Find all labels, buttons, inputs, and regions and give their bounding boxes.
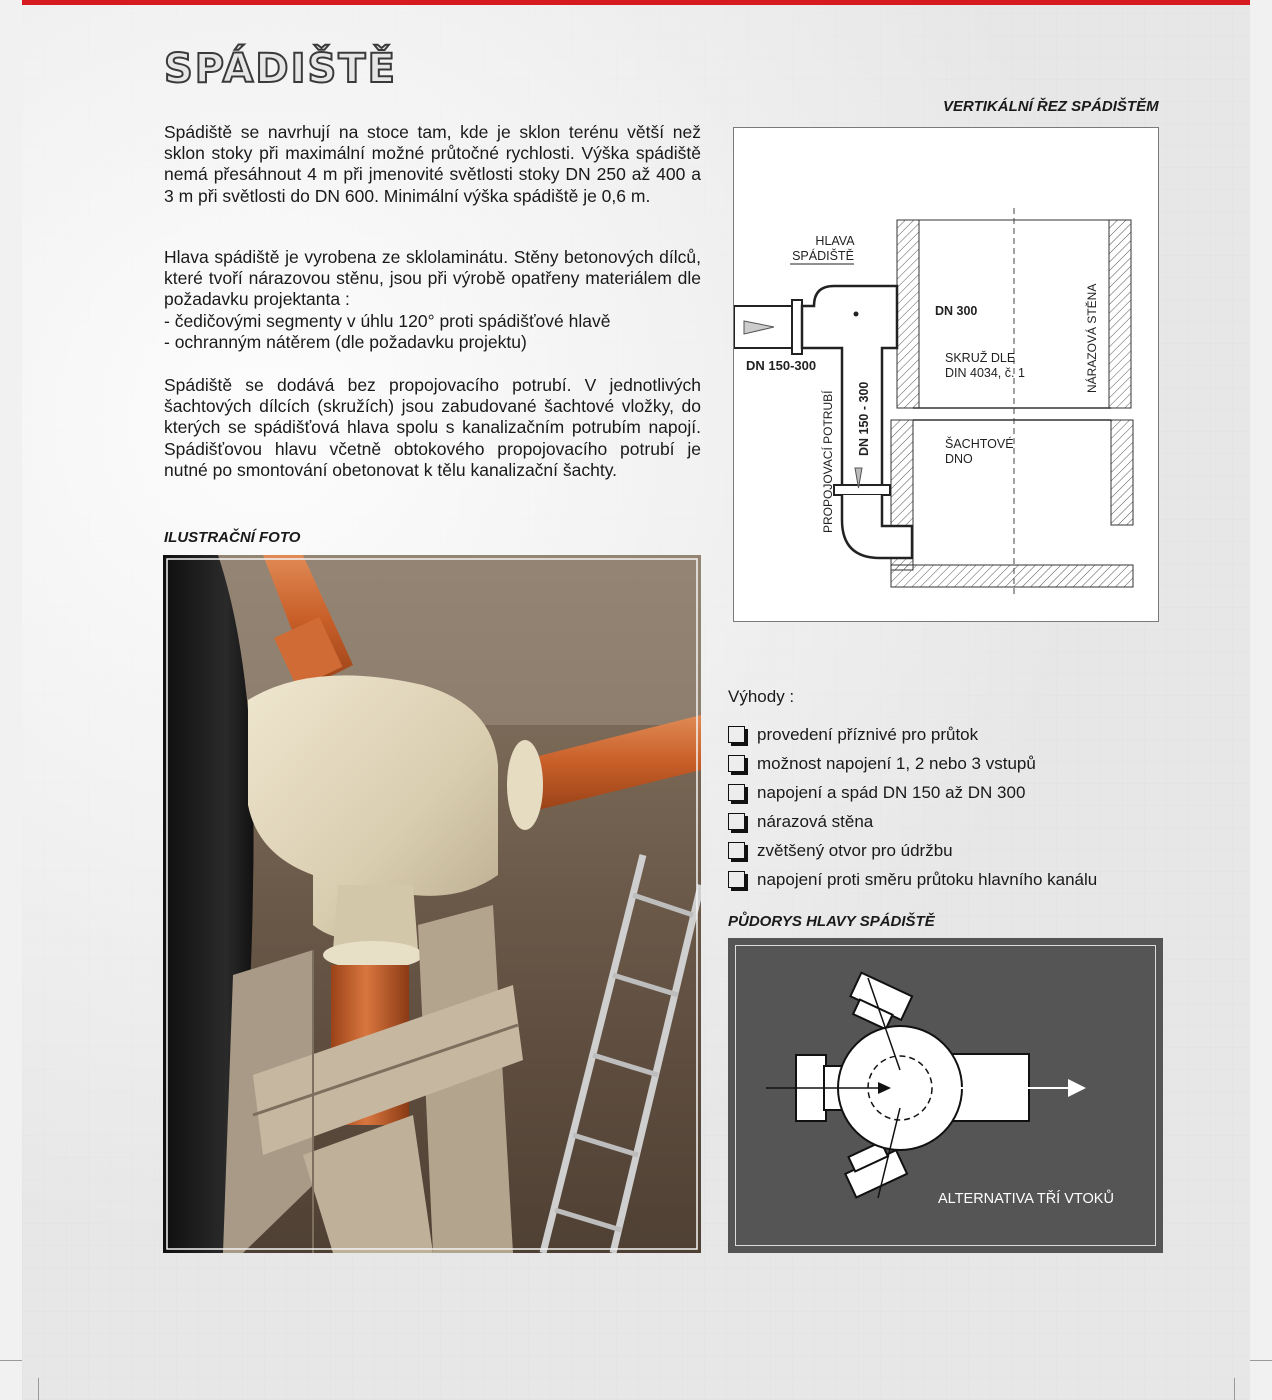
label-head-line1: HLAVA [815,234,855,248]
benefit-text: zvětšený otvor pro údržbu [757,840,953,860]
paragraph-delivery: Spádiště se dodává bez propojovacího potrubí. V jednotlivých šachtových dílcích (skružích) jsou zabudované šachtové vložky, do kterých se spádišťová hlava spolu s kanalizačním potrubím napojí. Spádišťovou hlavu včetně obtokového propojovacího potrubí je nutné po smontování obetonovat k tělu kanalizační šachty. [164,375,701,480]
benefit-text: napojení a spád DN 150 až DN 300 [757,782,1026,802]
plan-heading: PŮDORYS HLAVY SPÁDIŠTĚ [728,913,935,930]
benefits-label: Výhody : [728,687,795,706]
label-connecting-pipe: PROPOJOVACÍ POTRUBÍ [821,390,835,533]
benefit-text: nárazová stěna [757,811,874,831]
plan-caption: ALTERNATIVA TŘÍ VTOKŮ [938,1191,1114,1207]
label-bottom-line1: ŠACHTOVÉ [945,437,1014,451]
plan-diagram [728,938,1163,1253]
list-item: - čedičovými segmenty v úhlu 120° proti spádišťové hlavě [164,310,611,331]
label-skruz-line1: SKRUŽ DLE [945,351,1016,365]
label-skruz-line2: DIN 4034, č. 1 [945,366,1025,380]
label-dn300: DN 300 [935,304,978,318]
vertical-section-diagram [733,127,1159,622]
list-item [728,720,1097,749]
benefit-text: možnost napojení 1, 2 nebo 3 vstupů [757,753,1036,773]
paragraph-head-text: Hlava spádiště je vyrobena ze sklolaminátu. Stěny betonových dílců, které tvoří nárazovou stěnu, jsou při výrobě opatřeny materiálem dle požadavku projektanta : [164,247,701,310]
checkbox-icon [728,784,745,801]
checkbox-icon [728,871,745,888]
checkbox-icon [728,813,745,830]
benefit-text: napojení proti směru průtoku hlavního kanálu [757,869,1098,889]
benefits-list [728,720,1097,894]
diagram-heading: VERTIKÁLNÍ ŘEZ SPÁDIŠTĚM [943,98,1159,115]
checkbox-icon [728,842,745,859]
list-item [728,865,1097,894]
label-vertical-dn: DN 150 - 300 [857,381,871,456]
list-item [728,836,1097,865]
crop-mark [1250,1360,1272,1361]
list-item [728,778,1097,807]
section-drawing [734,128,1160,623]
crop-mark [1234,1378,1235,1400]
benefit-text: provedení příznivé pro průtok [757,724,979,744]
list-item [728,807,1097,836]
list-item: - ochranným nátěrem (dle požadavku projektu) [164,331,527,352]
checkbox-icon [728,755,745,772]
label-bottom-line2: DNO [945,452,973,466]
plan-drawing [728,938,1163,1253]
page-title: SPÁDIŠTĚ [164,46,397,92]
photo-heading: ILUSTRAČNÍ FOTO [164,529,301,546]
label-dn150-300: DN 150-300 [746,358,817,373]
photo-image [163,555,701,1253]
crop-mark [38,1378,39,1400]
checkbox-icon [728,726,745,743]
paragraph-head [164,247,701,353]
crop-mark [0,1360,22,1361]
label-head-line2: SPÁDIŠTĚ [792,249,854,263]
top-red-bar [22,0,1250,5]
paragraph-intro: Spádiště se navrhují na stoce tam, kde je sklon terénu větší než sklon stoky při maximální možné průtočné rychlosti. Výška spádiště nemá přesáhnout 4 m při jmenovité světlosti stoky DN 250 až 400 a 3 m při světlosti do DN 600. Minimální výška spádiště je 0,6 m. [164,122,701,206]
list-item [728,749,1097,778]
illustration-photo [163,555,701,1253]
label-impact-wall: NÁRAZOVÁ STĚNA [1085,283,1099,393]
